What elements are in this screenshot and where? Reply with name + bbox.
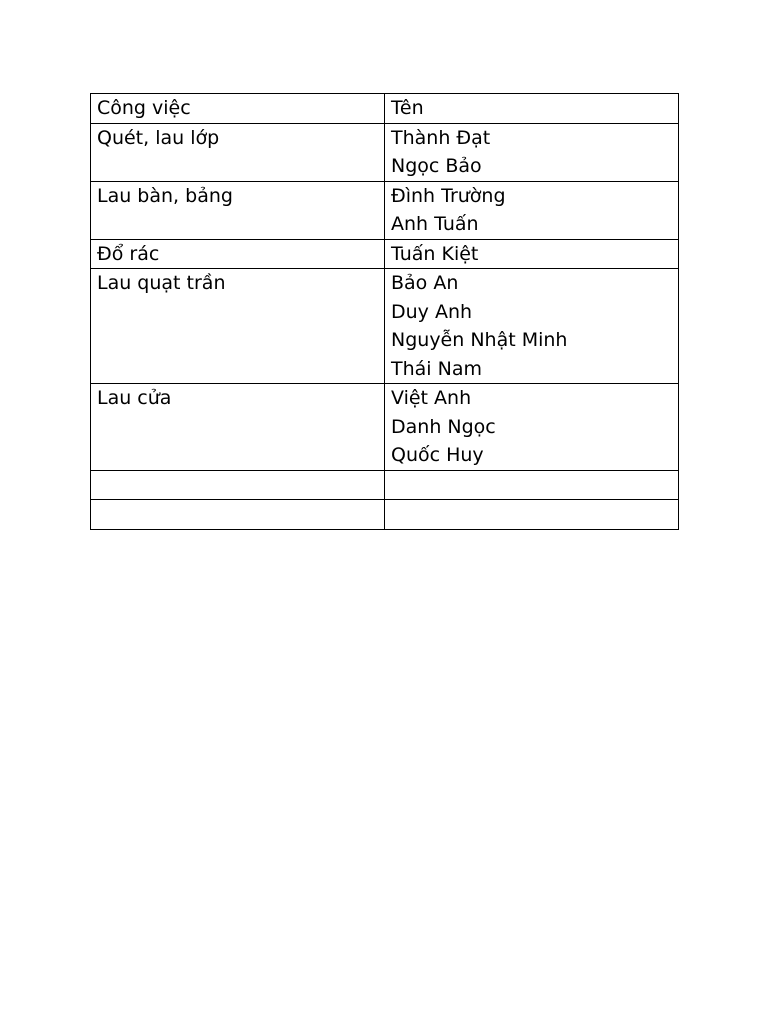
names-cell [385, 269, 679, 384]
task-cell: Lau cửa [91, 384, 385, 471]
names-cell [385, 470, 679, 500]
table-row [91, 470, 679, 500]
member-name: Duy Anh [391, 300, 473, 323]
task-cell [91, 470, 385, 500]
member-name: Quốc Huy [391, 444, 484, 466]
names-cell [385, 384, 679, 471]
table-header-row [91, 94, 679, 124]
names-cell [385, 500, 679, 530]
table-row [91, 181, 679, 239]
task-cell: Lau quạt trần [91, 269, 385, 384]
member-name: Thái Nam [391, 357, 482, 380]
table-row [91, 384, 679, 471]
member-name: Việt Anh [391, 387, 472, 409]
header-name: Tên [385, 94, 679, 124]
names-cell [385, 123, 679, 181]
member-name: Danh Ngọc [391, 415, 496, 438]
task-cell [91, 500, 385, 530]
member-name: Anh Tuấn [391, 213, 479, 235]
names-cell [385, 239, 679, 269]
table-row [91, 239, 679, 269]
table-row [91, 269, 679, 384]
header-task: Công việc [91, 94, 385, 124]
member-name: Thành Đạt [391, 126, 491, 149]
task-cell: Đổ rác [91, 239, 385, 269]
member-name: Ngọc Bảo [391, 155, 482, 177]
task-cell: Lau bàn, bảng [91, 181, 385, 239]
names-cell [385, 181, 679, 239]
member-name: Bảo An [391, 272, 459, 294]
member-name: Tuấn Kiệt [391, 242, 479, 265]
task-cell: Quét, lau lớp [91, 123, 385, 181]
member-name: Nguyễn Nhật Minh [391, 329, 568, 351]
member-name: Đình Trường [391, 184, 506, 207]
duty-assignment-table [90, 93, 679, 530]
table-row [91, 123, 679, 181]
table-row [91, 500, 679, 530]
